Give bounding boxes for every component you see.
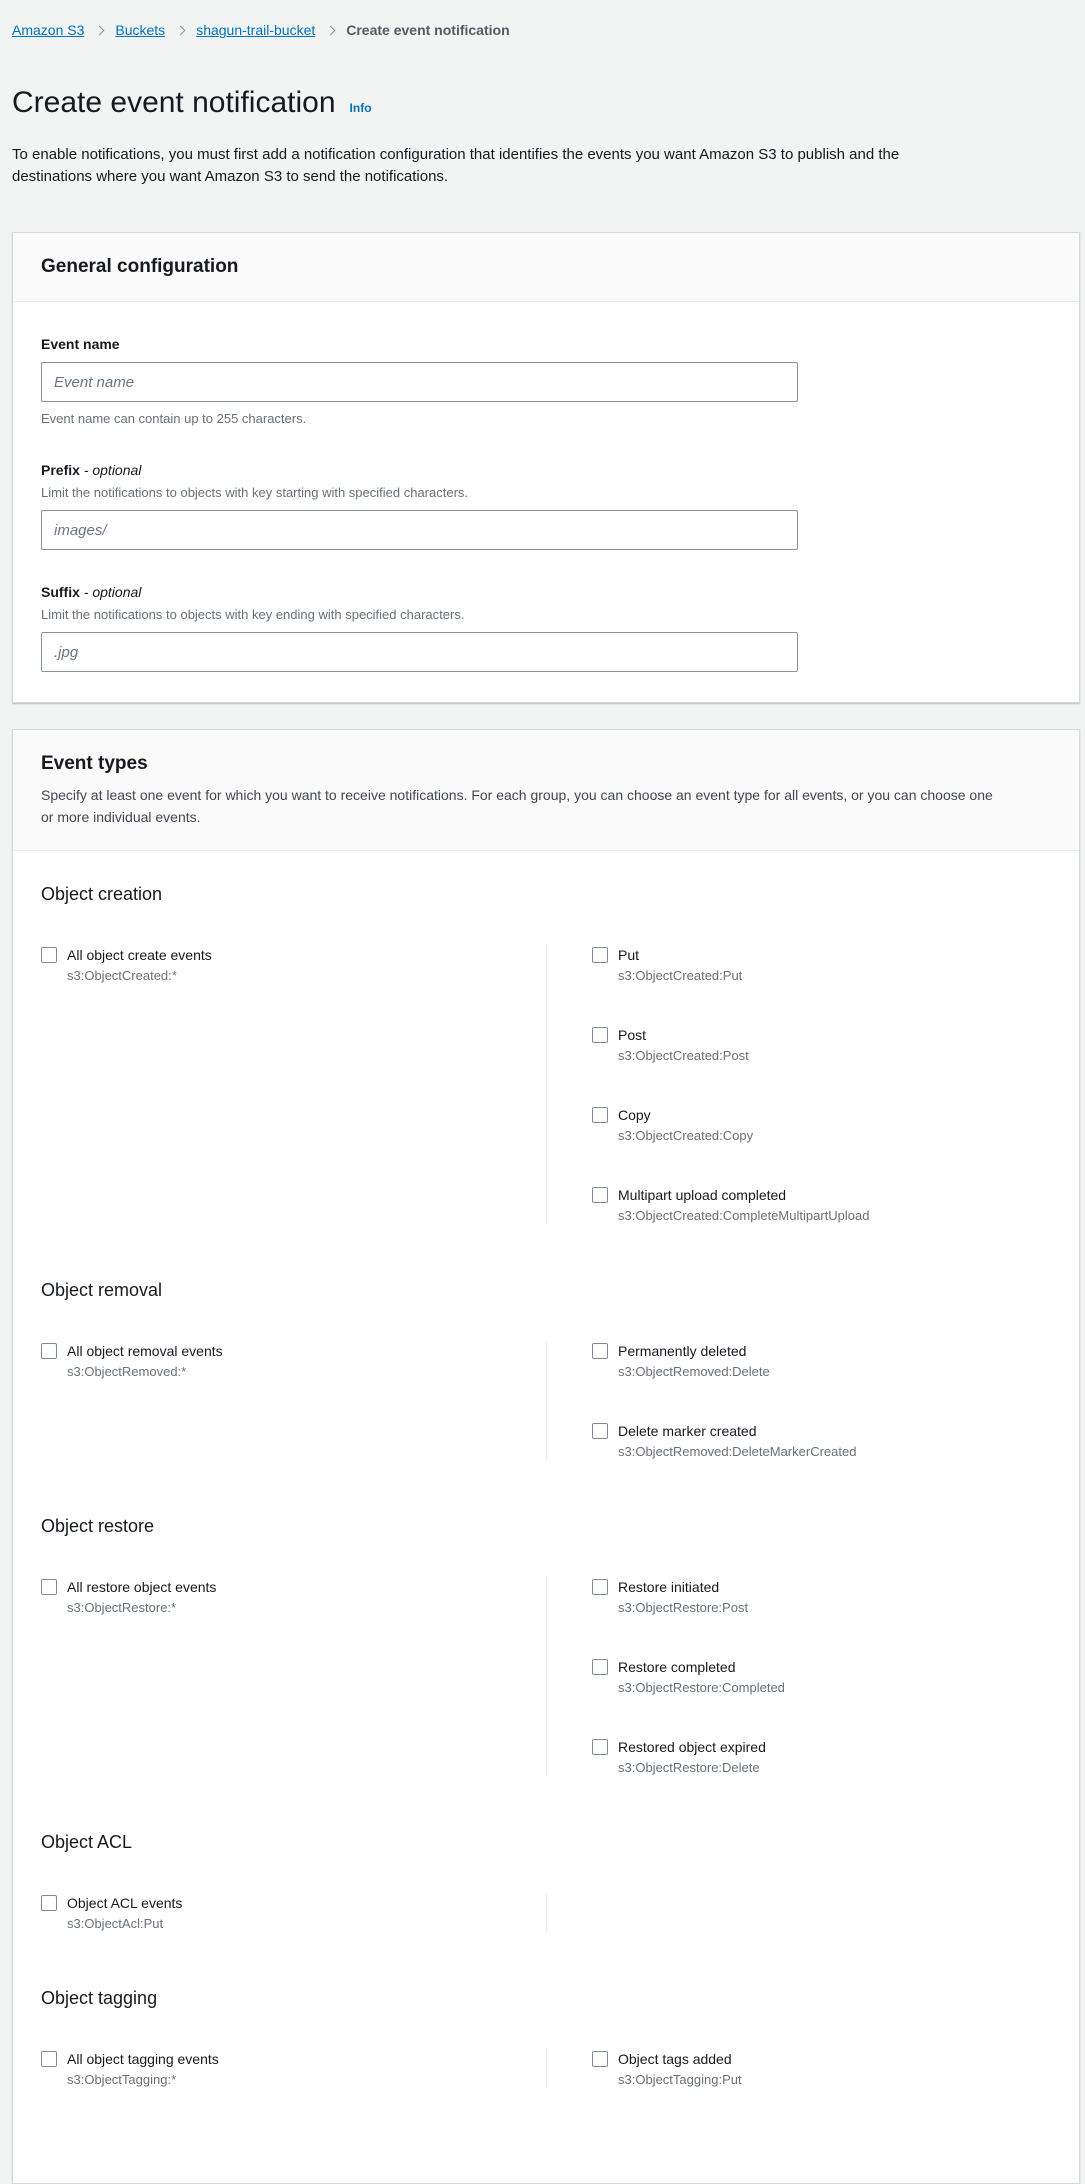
general-configuration-title: General configuration	[41, 256, 239, 277]
event-code: s3:ObjectRemoved:DeleteMarkerCreated	[618, 1444, 857, 1459]
event-group-rows	[41, 1575, 1051, 1791]
event-label: Restore initiated	[618, 1579, 720, 1595]
event-checkbox-text	[618, 1025, 749, 1065]
text-input[interactable]	[41, 362, 798, 402]
form-field	[41, 582, 1051, 672]
individual-events-column	[546, 945, 1051, 1225]
event-checkbox[interactable]	[592, 1027, 608, 1043]
event-label: Restore completed	[618, 1659, 736, 1675]
event-label: All object removal events	[67, 1343, 223, 1359]
event-label: All restore object events	[67, 1579, 217, 1595]
event-checkbox[interactable]	[41, 1895, 57, 1911]
event-code: s3:ObjectCreated:Post	[618, 1048, 749, 1063]
general-configuration-panel	[12, 232, 1080, 703]
individual-events-column	[546, 1893, 1051, 1933]
event-code: s3:ObjectRestore:Post	[618, 1600, 749, 1615]
event-code: s3:ObjectRemoved:*	[67, 1364, 187, 1379]
form-field	[41, 334, 1051, 428]
event-checkbox[interactable]	[592, 1423, 608, 1439]
event-checkbox-text	[618, 945, 742, 985]
event-checkbox-text	[618, 1185, 869, 1225]
event-group-heading: Object tagging	[41, 1988, 158, 2008]
event-group-heading: Object ACL	[41, 1832, 133, 1852]
event-type-groups	[13, 851, 1079, 2183]
event-checkbox[interactable]	[592, 1659, 608, 1675]
event-checkbox-text	[618, 1737, 766, 1777]
event-label: Post	[618, 1027, 647, 1043]
event-checkbox-item[interactable]	[592, 1105, 1051, 1145]
event-label: Copy	[618, 1107, 651, 1123]
event-label: Object ACL events	[67, 1895, 183, 1911]
event-checkbox-item[interactable]	[592, 1421, 1051, 1461]
text-input[interactable]	[41, 632, 798, 672]
event-checkbox[interactable]	[592, 1187, 608, 1203]
event-checkbox-item[interactable]	[41, 1577, 522, 1617]
event-code: s3:ObjectAcl:Put	[67, 1916, 164, 1931]
info-link[interactable]: Info	[349, 101, 372, 115]
page-title: Create event notification	[12, 86, 336, 119]
event-checkbox[interactable]	[41, 1579, 57, 1595]
event-code: s3:ObjectCreated:*	[67, 968, 177, 983]
event-group-rows	[41, 1339, 1051, 1475]
all-events-column	[41, 1577, 546, 1777]
event-code: s3:ObjectRestore:Completed	[618, 1680, 785, 1695]
event-checkbox[interactable]	[592, 1107, 608, 1123]
general-configuration-fields	[13, 302, 1079, 702]
form-field	[41, 460, 1051, 550]
event-checkbox-text	[618, 1341, 770, 1381]
event-code: s3:ObjectRestore:Delete	[618, 1760, 760, 1775]
event-checkbox-item[interactable]	[41, 1341, 522, 1381]
event-label: Put	[618, 947, 640, 963]
event-checkbox[interactable]	[592, 1739, 608, 1755]
event-checkbox-item[interactable]	[592, 1341, 1051, 1381]
event-checkbox-text	[618, 1105, 753, 1145]
event-types-description: Specify at least one event for which you want to receive notifications. For each group, you can choose an event type for all events, or you can choose one or more individual events.	[41, 787, 993, 825]
event-checkbox[interactable]	[592, 1579, 608, 1595]
field-label: Suffix - optional	[41, 584, 142, 600]
breadcrumb-link[interactable]: shagun-trail-bucket	[196, 22, 316, 38]
event-checkbox-item[interactable]	[41, 945, 522, 985]
general-configuration-header	[13, 233, 1079, 302]
event-label: Permanently deleted	[618, 1343, 747, 1359]
individual-events-column	[546, 1341, 1051, 1461]
all-events-column	[41, 945, 546, 1225]
event-group-heading: Object restore	[41, 1516, 155, 1536]
event-label: All object tagging events	[67, 2051, 219, 2067]
event-checkbox-item[interactable]	[592, 1657, 1051, 1697]
event-group-rows	[41, 2047, 1051, 2103]
all-events-column	[41, 1341, 546, 1461]
event-group-rows	[41, 1891, 1051, 1947]
event-code: s3:ObjectCreated:Put	[618, 968, 743, 983]
event-type-group	[41, 1515, 1051, 1791]
page-description: To enable notifications, you must first add a notification configuration that identifies the events you want Amazon S3 to publish and the destinations where you want Amazon S3 to send the notifications.	[12, 146, 900, 185]
event-checkbox-item[interactable]	[592, 1025, 1051, 1065]
individual-events-column	[546, 2049, 1051, 2089]
event-group-heading: Object creation	[41, 884, 163, 904]
page-title-row	[12, 84, 1080, 122]
event-checkbox[interactable]	[41, 1343, 57, 1359]
field-label: Prefix - optional	[41, 462, 142, 478]
event-group-rows	[41, 943, 1051, 1239]
field-help-below: Event name can contain up to 255 characters.	[41, 411, 307, 426]
event-label: Object tags added	[618, 2051, 732, 2067]
all-events-column	[41, 1893, 546, 1933]
event-label: Restored object expired	[618, 1739, 766, 1755]
event-label: Delete marker created	[618, 1423, 757, 1439]
breadcrumb-current: Create event notification	[346, 22, 510, 38]
event-checkbox-text	[618, 1421, 856, 1461]
event-types-header	[13, 730, 1079, 851]
event-group-heading: Object removal	[41, 1280, 163, 1300]
breadcrumb-link[interactable]: Amazon S3	[12, 22, 85, 38]
field-label: Event name	[41, 336, 120, 352]
event-code: s3:ObjectTagging:*	[67, 2072, 177, 2087]
event-checkbox-text	[67, 1341, 223, 1381]
individual-events-column	[546, 1577, 1051, 1777]
event-checkbox-text	[618, 1577, 748, 1617]
event-type-group	[41, 883, 1051, 1239]
event-code: s3:ObjectRestore:*	[67, 1600, 177, 1615]
breadcrumb-separator-icon	[95, 25, 105, 35]
breadcrumb-link[interactable]: Buckets	[115, 22, 166, 38]
breadcrumb	[12, 0, 1080, 40]
breadcrumb-separator-icon	[176, 25, 186, 35]
event-checkbox-item[interactable]	[592, 945, 1051, 985]
event-checkbox-text	[67, 2049, 219, 2089]
event-label: Multipart upload completed	[618, 1187, 787, 1203]
event-checkbox-item[interactable]	[41, 2049, 522, 2089]
event-checkbox-item[interactable]	[592, 2049, 1051, 2089]
event-types-panel	[12, 729, 1080, 2184]
event-checkbox[interactable]	[41, 2051, 57, 2067]
event-label: All object create events	[67, 947, 212, 963]
event-checkbox-text	[618, 1657, 785, 1697]
event-checkbox-text	[67, 1577, 216, 1617]
event-checkbox[interactable]	[41, 947, 57, 963]
event-code: s3:ObjectCreated:CompleteMultipartUpload	[618, 1208, 870, 1223]
breadcrumb-separator-icon	[326, 25, 336, 35]
event-code: s3:ObjectCreated:Copy	[618, 1128, 754, 1143]
event-checkbox-item[interactable]	[592, 1577, 1051, 1617]
event-checkbox-item[interactable]	[41, 1893, 522, 1933]
event-checkbox[interactable]	[592, 1343, 608, 1359]
event-checkbox[interactable]	[592, 2051, 608, 2067]
field-help-above: Limit the notifications to objects with key ending with specified characters.	[41, 607, 465, 622]
field-help-above: Limit the notifications to objects with key starting with specified characters.	[41, 485, 469, 500]
event-type-group	[41, 1279, 1051, 1475]
event-type-group	[41, 1831, 1051, 1947]
event-checkbox-text	[67, 945, 212, 985]
event-types-title: Event types	[41, 753, 148, 774]
event-type-group	[41, 1987, 1051, 2103]
text-input[interactable]	[41, 510, 798, 550]
event-code: s3:ObjectTagging:Put	[618, 2072, 742, 2087]
event-checkbox-item[interactable]	[592, 1185, 1051, 1225]
event-checkbox-text	[618, 2049, 742, 2089]
event-checkbox[interactable]	[592, 947, 608, 963]
event-code: s3:ObjectRemoved:Delete	[618, 1364, 770, 1379]
all-events-column	[41, 2049, 546, 2089]
event-checkbox-text	[67, 1893, 182, 1933]
event-checkbox-item[interactable]	[592, 1737, 1051, 1777]
